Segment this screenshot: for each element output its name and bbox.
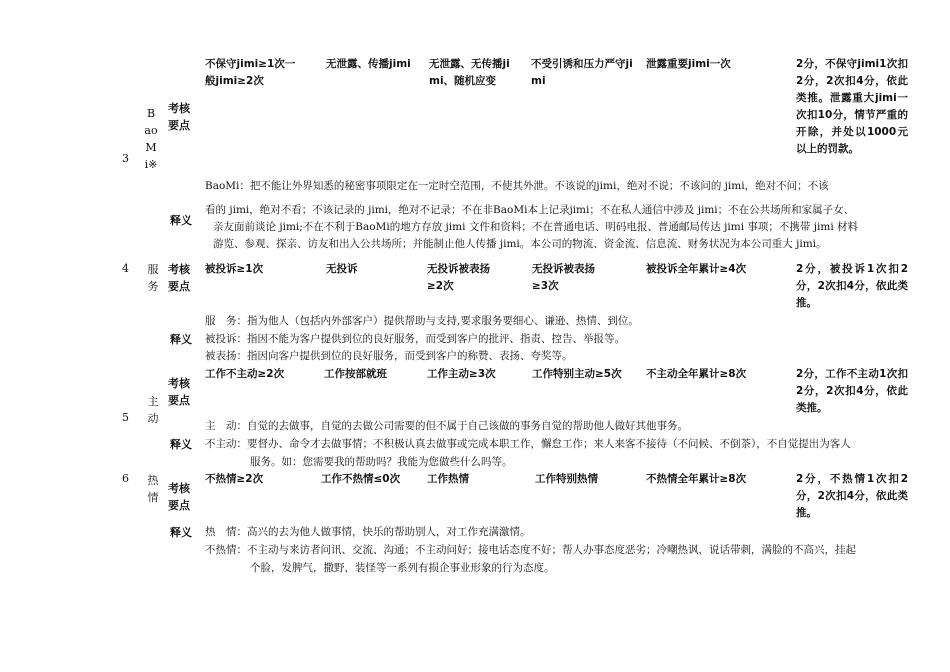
- item-name: BaoMi※: [144, 107, 158, 171]
- penalty-rule: 2分，不热情1次扣2分，2次扣4分，依此类推。: [796, 473, 908, 519]
- criteria-level-2: 无投诉: [326, 263, 358, 275]
- criteria-level-4: 无投诉被表扬≥3次: [532, 263, 595, 292]
- item-name: 热情: [147, 474, 159, 504]
- criteria-level-4: 不受引诱和压力严守jimi: [531, 58, 633, 87]
- criteria-level-3: 工作主动≥3次: [427, 368, 496, 380]
- row-number: 4: [122, 262, 129, 275]
- label-definition: 释义: [170, 333, 192, 346]
- label-definition: 释义: [170, 438, 192, 451]
- criteria-level-5: 泄露重要jimi一次: [646, 58, 731, 70]
- definition-line: 亲友面前谈论 jimi;不在不利于BaoMi的地方存放 jimi 文件和资料；不在普通电话、明码电报、普通邮局传达 jimi 事项；不携带 jimi 材料: [213, 221, 859, 233]
- item-name: 主动: [147, 395, 159, 425]
- row-number: 3: [122, 152, 129, 165]
- criteria-level-4: 工作特别热情: [535, 473, 598, 485]
- criteria-level-2: 工作不热情≤0次: [321, 473, 401, 485]
- criteria-level-4: 工作特别主动≥5次: [532, 368, 622, 380]
- definition-line: 被投诉：指因不能为客户提供到位的良好服务，而受到客户的批评、指责、控告、举报等。: [205, 333, 625, 345]
- row-number: 5: [122, 411, 129, 424]
- criteria-level-1: 被投诉≥1次: [205, 263, 264, 275]
- definition-line: 被表扬：指因向客户提供到位的良好服务，而受到客户的称赞、表扬、夸奖等。: [205, 350, 573, 362]
- criteria-level-1: 工作不主动≥2次: [205, 368, 285, 380]
- penalty-rule: 2分，工作不主动1次扣2分，2次扣4分，依此类推。: [796, 368, 908, 414]
- label-key-points: 考核要点: [168, 482, 190, 512]
- definition-line: 看的 jimi，绝对不看；不该记录的 jimi，绝对不记录；不在非BaoMi本上记录jimi；不在私人通信中涉及 jimi；不在公共场所和家属子女、: [205, 204, 855, 216]
- criteria-level-1: 不保守jimi≥1次一般jimi≥2次: [205, 58, 296, 87]
- definition-line: 个脸，发脾气，撒野，装怪等一系列有损企事业形象的行为态度。: [250, 562, 555, 574]
- definition-line: 主 动：自觉的去做事，自觉的去做公司需要的但不属于自己该做的事务自觉的帮助他人做好其他事务。: [205, 420, 688, 432]
- criteria-level-1: 不热情≥2次: [205, 473, 264, 485]
- definition-line: 不主动：要督办、命令才去做事情；不积极认真去做事或完成本职工作，懈怠工作；来人来客不接待（不问候、不倒茶），不自觉提出为客人: [205, 438, 851, 450]
- criteria-level-3: 无泄露、无传播jimi、随机应变: [429, 58, 510, 87]
- criteria-level-5: 不主动全年累计≥8次: [646, 368, 747, 380]
- definition-line: 游览、参观、探亲、访友和出入公共场所；并能制止他人传播 jimi。本公司的物流、资金流、信息流、财务状况为本公司重大 jimi。: [213, 238, 827, 250]
- definition-line: BaoMi：把不能让外界知悉的秘密事项限定在一定时空范围，不使其外泄。不该说的jimi，绝对不说；不该问的 jimi，绝对不问；不该: [205, 180, 829, 192]
- row-number: 6: [122, 472, 129, 485]
- criteria-level-5: 不热情全年累计≥8次: [646, 473, 747, 485]
- criteria-level-3: 工作热情: [427, 473, 469, 485]
- penalty-rule: 2分，被投诉1次扣2分，2次扣4分，依此类推。: [796, 263, 908, 309]
- label-definition: 释义: [170, 526, 192, 539]
- definition-line: 不热情：不主动与来访者问讯、交流、沟通；不主动问好；接电话态度不好；帮人办事态度恶劣；冷嘲热讽，说话带刺，满脸的不高兴，挂起: [205, 544, 856, 556]
- definition-line: 热 情：高兴的去为他人做事情，快乐的帮助别人，对工作充满激情。: [205, 526, 531, 538]
- penalty-rule: 2分，不保守jimi1次扣2分，2次扣4分，依此类推。泄露重大jimi一次扣10分，情节严重的开除，并处以1000元以上的罚款。: [796, 58, 908, 155]
- definition-line: 服务。如：您需要我的帮助吗？我能为您做些什么吗等。: [250, 456, 513, 468]
- criteria-level-2: 工作按部就班: [324, 368, 387, 380]
- label-definition: 释义: [170, 214, 192, 227]
- criteria-level-3: 无投诉被表扬≥2次: [427, 263, 490, 292]
- item-name: 服务: [147, 263, 159, 293]
- label-key-points: 考核要点: [168, 263, 190, 293]
- definition-line: 服 务：指为他人（包括内外部客户）提供帮助与支持,要求服务要细心、谦逊、热情、到位。: [205, 315, 639, 327]
- label-key-points: 考核要点: [168, 377, 190, 407]
- criteria-level-5: 被投诉全年累计≥4次: [646, 263, 747, 275]
- criteria-level-2: 无泄露、传播jimi: [326, 58, 411, 70]
- label-key-points: 考核要点: [168, 102, 190, 132]
